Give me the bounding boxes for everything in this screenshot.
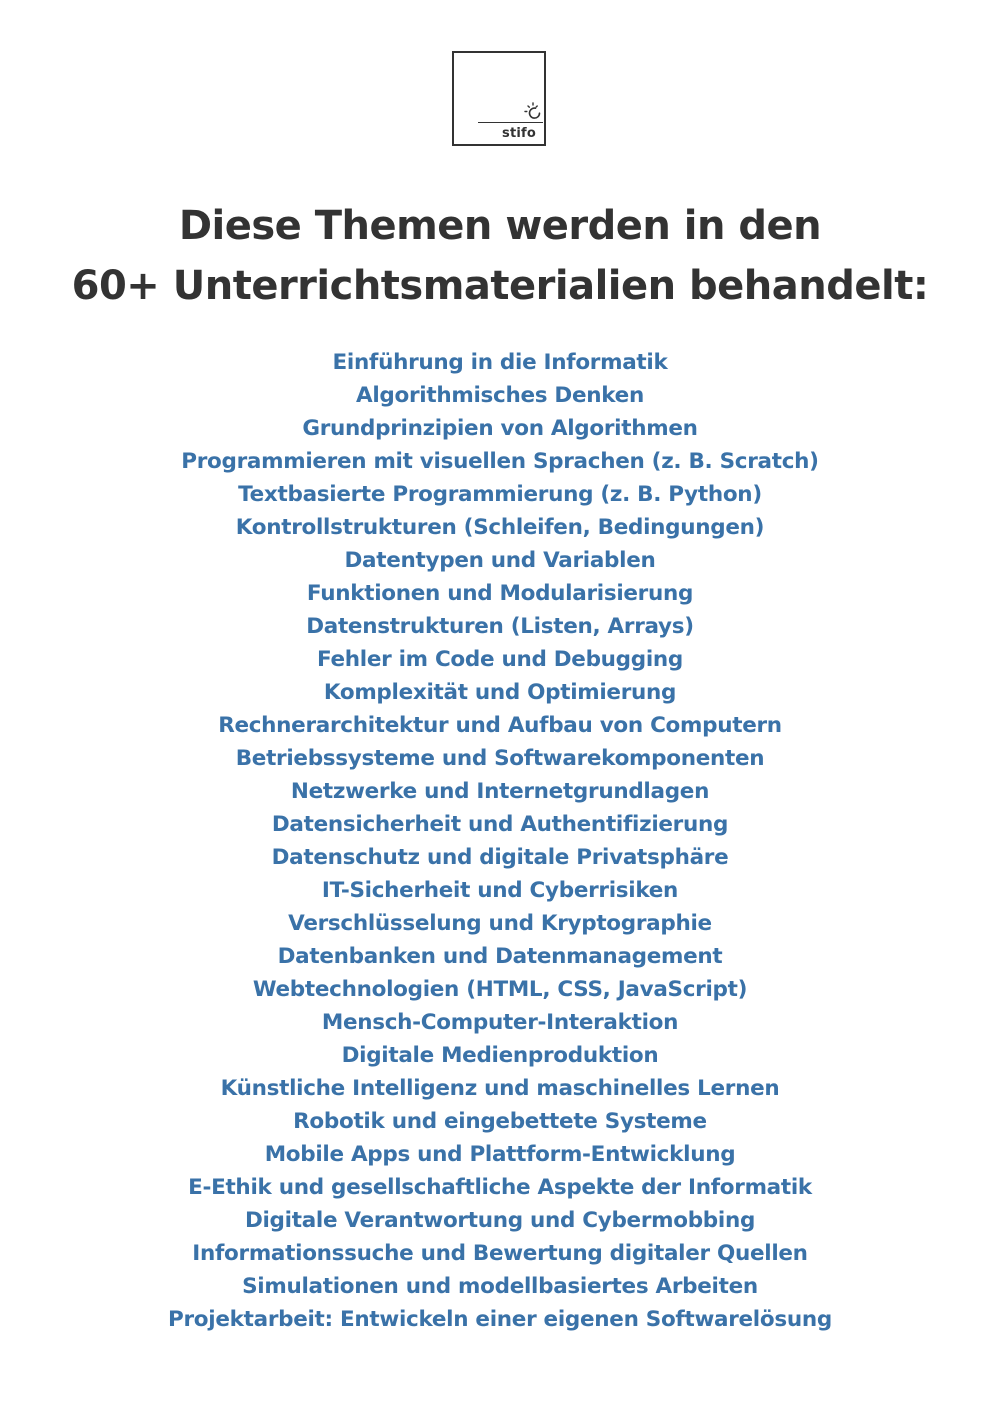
topic-item: Mobile Apps und Plattform-Entwicklung [264, 1142, 736, 1167]
sun-moon-icon [524, 102, 542, 120]
topic-item: Programmieren mit visuellen Sprachen (z. B. Scratch) [181, 449, 819, 474]
topic-item: Informationssuche und Bewertung digitaler Quellen [192, 1241, 808, 1266]
topic-item: Rechnerarchitektur und Aufbau von Computern [218, 713, 782, 738]
topic-item: Fehler im Code und Debugging [316, 647, 684, 672]
page-title [0, 196, 1000, 316]
page-title-line-1: Diese Themen werden in den [178, 203, 822, 249]
topic-item: Webtechnologien (HTML, CSS, JavaScript) [252, 977, 748, 1002]
topic-item: Digitale Medienproduktion [341, 1043, 659, 1068]
topic-item: Betriebssysteme und Softwarekomponenten [235, 746, 765, 771]
topic-item: Robotik und eingebettete Systeme [293, 1109, 707, 1134]
topic-item: Einführung in die Informatik [332, 350, 668, 375]
page-title-line-2: 60+ Unterrichtsmaterialien behandelt: [71, 263, 929, 309]
topic-item: Datenschutz und digitale Privatsphäre [271, 845, 729, 870]
topic-item: Grundprinzipien von Algorithmen [302, 416, 698, 441]
topic-item: Projektarbeit: Entwickeln einer eigenen Softwarelösung [168, 1307, 832, 1332]
topic-item: Digitale Verantwortung und Cybermobbing [244, 1208, 756, 1233]
logo [452, 51, 546, 146]
topic-item: IT-Sicherheit und Cyberrisiken [321, 878, 679, 903]
topic-item: Datenstrukturen (Listen, Arrays) [306, 614, 694, 639]
topic-item: Simulationen und modellbasiertes Arbeiten [242, 1274, 758, 1299]
topic-item: Mensch-Computer-Interaktion [321, 1010, 679, 1035]
topic-list [0, 346, 1000, 1336]
topic-item: Algorithmisches Denken [356, 383, 644, 408]
topic-item: Textbasierte Programmierung (z. B. Python) [238, 482, 762, 507]
topic-item: Komplexität und Optimierung [323, 680, 677, 705]
logo-text: stifo [502, 126, 536, 141]
topic-item: Datentypen und Variablen [344, 548, 656, 573]
topic-item: Kontrollstrukturen (Schleifen, Bedingungen) [235, 515, 765, 540]
logo-divider [478, 122, 543, 123]
topic-item: Verschlüsselung und Kryptographie [288, 911, 712, 936]
topic-item: Künstliche Intelligenz und maschinelles Lernen [220, 1076, 780, 1101]
topic-item: Funktionen und Modularisierung [306, 581, 694, 606]
topic-item: Datensicherheit und Authentifizierung [271, 812, 729, 837]
topic-item: Netzwerke und Internetgrundlagen [290, 779, 710, 804]
topic-item: E-Ethik und gesellschaftliche Aspekte der Informatik [188, 1175, 812, 1200]
topic-item: Datenbanken und Datenmanagement [277, 944, 723, 969]
